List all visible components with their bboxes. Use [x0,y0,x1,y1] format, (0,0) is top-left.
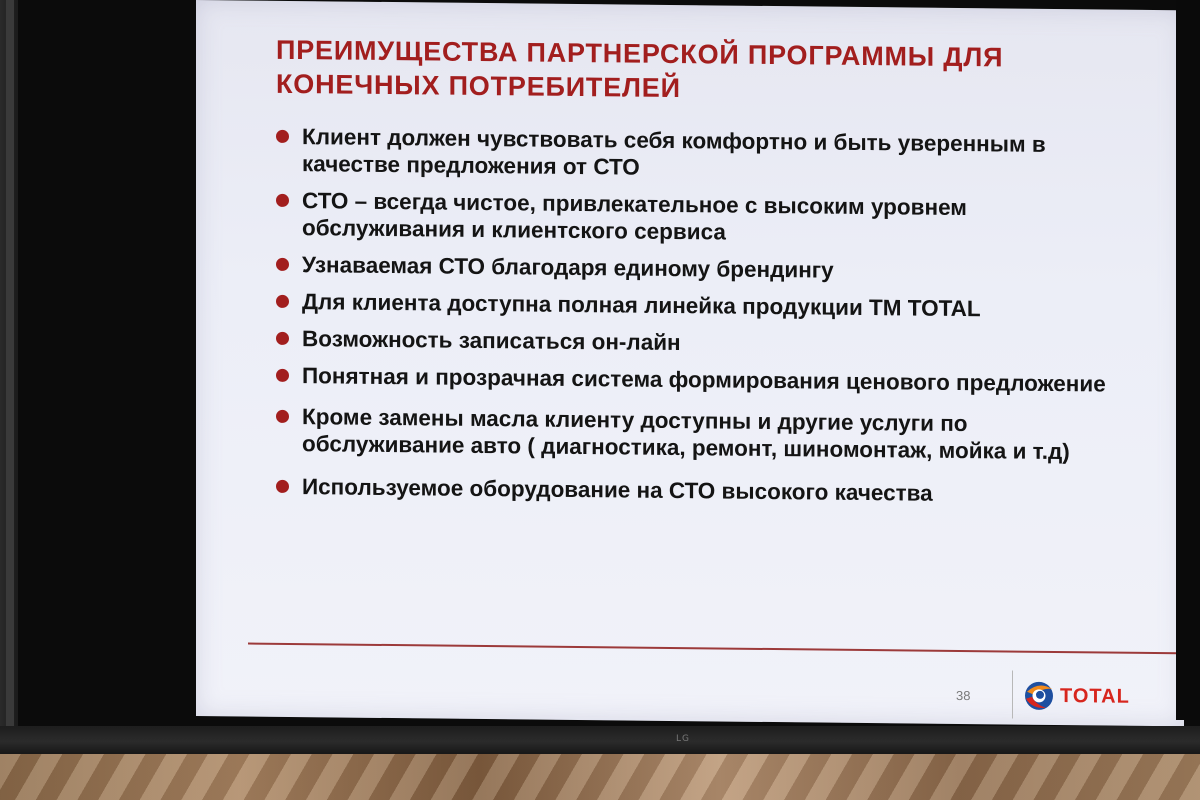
bullet-dot-icon [276,410,289,423]
bullet-dot-icon [276,258,289,271]
logo-divider [1012,671,1013,719]
carpet-floor [0,754,1200,800]
bullet-item [274,473,1134,509]
bullet-item [274,251,1134,287]
bullet-item [274,288,1134,324]
bullet-dot-icon [276,369,289,382]
bullet-dot-icon [276,194,289,207]
logo-wordmark: TOTAL [1060,685,1130,708]
monitor-bottom-bezel [0,726,1200,754]
bullet-dot-icon [276,130,289,143]
bullet-item [274,325,1134,361]
bullet-dot-icon [276,295,289,308]
bullet-dot-icon [276,480,289,493]
total-logo [1022,679,1172,715]
footer-divider [248,643,1178,655]
bullet-item [274,362,1134,398]
total-logo-icon [1022,679,1056,713]
bullet-text: Понятная и прозрачная система формирования ценового предложение [302,363,1106,397]
monitor-brand: LG [676,734,690,744]
slide-title [276,33,1116,110]
bullet-item [274,187,1134,250]
slide-title-line: КОНЕЧНЫХ ПОТРЕБИТЕЛЕЙ [276,68,681,104]
bullet-item [274,403,1134,466]
bullet-text: Кроме замены масла клиенту доступны и другие услуги по обслуживание авто ( диагностика, ремонт, шиномонтаж, мойка и т.д) [302,404,1070,465]
bullet-text: Возможность записаться он-лайн [302,326,681,356]
bullet-text: Клиент должен чувствовать себя комфортно и быть уверенным в качестве предложения от СТО [302,124,1046,180]
bullet-text: Узнаваемая СТО благодаря единому брендингу [302,252,834,283]
bullet-item [274,123,1134,186]
bullet-dot-icon [276,332,289,345]
bullet-text: Используемое оборудование на СТО высокого качества [302,474,933,506]
presentation-slide [196,0,1184,726]
page-number: 38 [956,687,971,704]
slide-title-line: ПРЕИМУЩЕСТВА ПАРТНЕРСКОЙ ПРОГРАММЫ ДЛЯ [276,34,1004,73]
slide-right-edge [1176,0,1200,720]
bullet-list [274,123,1134,519]
bullet-text: СТО – всегда чистое, привлекательное с высоким уровнем обслуживания и клиентского сервиса [302,188,967,245]
bullet-text: Для клиента доступна полная линейка продукции ТМ TOTAL [302,289,981,322]
